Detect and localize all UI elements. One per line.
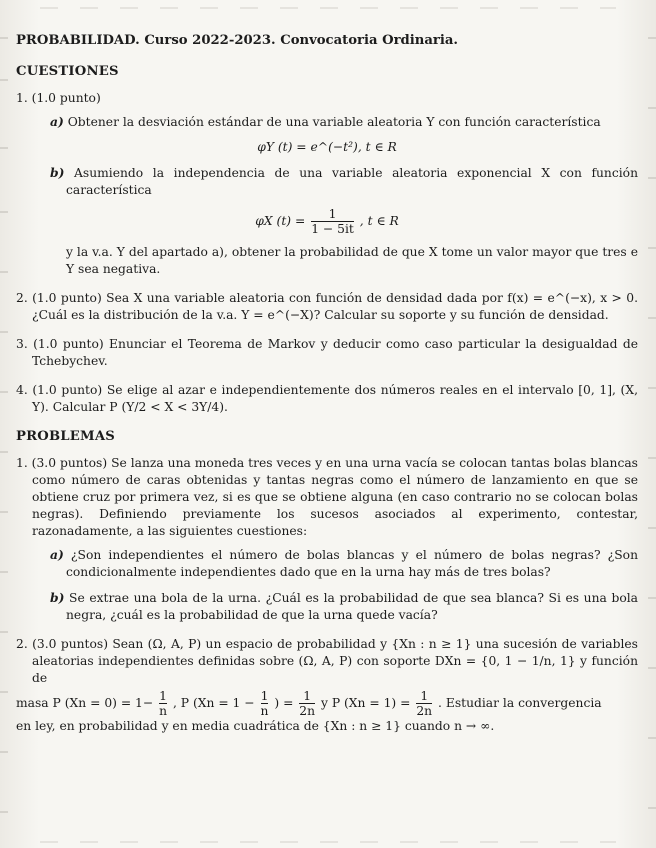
problem-2-line2b: , P (Xn = 1 − <box>172 696 255 710</box>
problem-2-fraction-1-den: n <box>159 704 168 718</box>
question-1a-text: Obtener la desviación estándar de una variable aleatoria Y con función característica <box>67 115 601 129</box>
problem-1a <box>50 546 638 581</box>
question-3: 3. (1.0 punto) Enunciar el Teorema de Markov y deducir como caso particular la desigualdad de Tchebychev. <box>16 337 638 368</box>
question-1a-label: a) <box>50 114 64 129</box>
problem-2-line3: en ley, en probabilidad y en media cuadrática de {Xn : n ≥ 1} cuando n → ∞. <box>16 719 495 733</box>
problem-2-fraction-4-num: 1 <box>420 689 429 703</box>
problem-2-fraction-3-num: 1 <box>303 689 312 703</box>
problemas-heading: PROBLEMAS <box>16 429 115 444</box>
question-1b-eq-rhs: , t ∈ R <box>359 214 399 228</box>
question-4: 4. (1.0 punto) Se elige al azar e independientemente dos números reales en el intervalo [0, 1], (X, Y). Calcular P (Y/2 < X < 3Y/4). <box>16 383 638 414</box>
question-1-label: 1. (1.0 punto) <box>16 91 101 105</box>
problem-2-fraction-4 <box>416 689 432 718</box>
question-1b-label: b) <box>50 165 65 180</box>
problem-1b <box>50 589 638 624</box>
problem-1b-text: Se extrae una bola de la urna. ¿Cuál es la probabilidad de que sea blanca? Si es una bola negra, ¿cuál es la probabilidad de que la urna quede vacía? <box>66 591 638 622</box>
question-1b-fraction <box>311 207 354 236</box>
problem-2-fraction-1 <box>159 689 167 718</box>
problem-2-fraction-2-num: 1 <box>260 689 269 703</box>
question-2: 2. (1.0 punto) Sea X una variable aleatoria con función de densidad dada por f(x) = e^(−x), x > 0. ¿Cuál es la distribución de la v.a. Y = e^(−X)? Calcular su soporte y su función de densidad. <box>16 291 638 322</box>
problem-2-line2e: . Estudiar la convergencia <box>438 696 602 710</box>
exam-title: PROBABILIDAD. Curso 2022-2023. Convocatoria Ordinaria. <box>16 33 459 48</box>
problem-1-statement: 1. (3.0 puntos) Se lanza una moneda tres veces y en una urna vacía se colocan tantas bolas blancas como número de caras obtenidas y tantas negras como el número de lanzamiento en que se obtiene cruz por primera vez, si es que se obtiene alguna (en caso contrario no se colocan bolas negras). Definiendo previamente los sucesos asociados al experimento, contestar, razonadamente, a las siguientes cuestiones: <box>16 456 638 538</box>
question-1a-equation: φY (t) = e^(−t²), t ∈ R <box>257 140 397 154</box>
question-1a <box>50 113 638 131</box>
problem-2-line2a: masa P (Xn = 0) = 1− <box>16 696 154 710</box>
question-1b <box>50 164 638 199</box>
question-1 <box>16 90 638 278</box>
problem-2-fraction-1-num: 1 <box>159 689 167 703</box>
problem-2-line1: 2. (3.0 puntos) Sean (Ω, A, P) un espacio de probabilidad y {Xn : n ≥ 1} una sucesión de variables aleatorias independientes definidas sobre (Ω, A, P) con soporte DXn = {0, 1 − 1/n, 1} y función de <box>16 637 638 685</box>
question-1b-fraction-den: 1 − 5it <box>311 222 354 236</box>
problem-2-fraction-2 <box>261 689 269 718</box>
question-1b-continuation: y la v.a. Y del apartado a), obtener la probabilidad de que X tome un valor mayor que tres e Y sea negativa. <box>66 245 638 276</box>
exam-content <box>16 32 638 747</box>
problem-2-line2d: y P (Xn = 1) = <box>320 696 411 710</box>
problem-2-fraction-3 <box>299 689 315 718</box>
problem-1 <box>16 455 638 624</box>
question-1b-fraction-num: 1 <box>328 207 337 221</box>
question-1b-eq-lhs: φX (t) = <box>255 214 306 228</box>
question-1b-equation <box>16 207 638 236</box>
cuestiones-heading: CUESTIONES <box>16 64 119 79</box>
question-1b-text: Asumiendo la independencia de una variable aleatoria exponencial X con función característica <box>66 166 638 197</box>
problem-2-line2c: ) = <box>274 696 294 710</box>
problem-2-fraction-4-den: 2n <box>416 704 433 718</box>
problem-1a-label: a) <box>50 547 64 562</box>
problem-2-fraction-3-den: 2n <box>299 704 316 718</box>
problem-2-fraction-2-den: n <box>260 704 269 718</box>
problem-1a-text: ¿Son independientes el número de bolas blancas y el número de bolas negras? ¿Son condicionalmente independientes dado que en la urna hay más de tres bolas? <box>66 548 638 579</box>
problem-1b-label: b) <box>50 590 65 605</box>
problem-2-line2 <box>16 689 638 718</box>
problem-2 <box>16 636 638 735</box>
